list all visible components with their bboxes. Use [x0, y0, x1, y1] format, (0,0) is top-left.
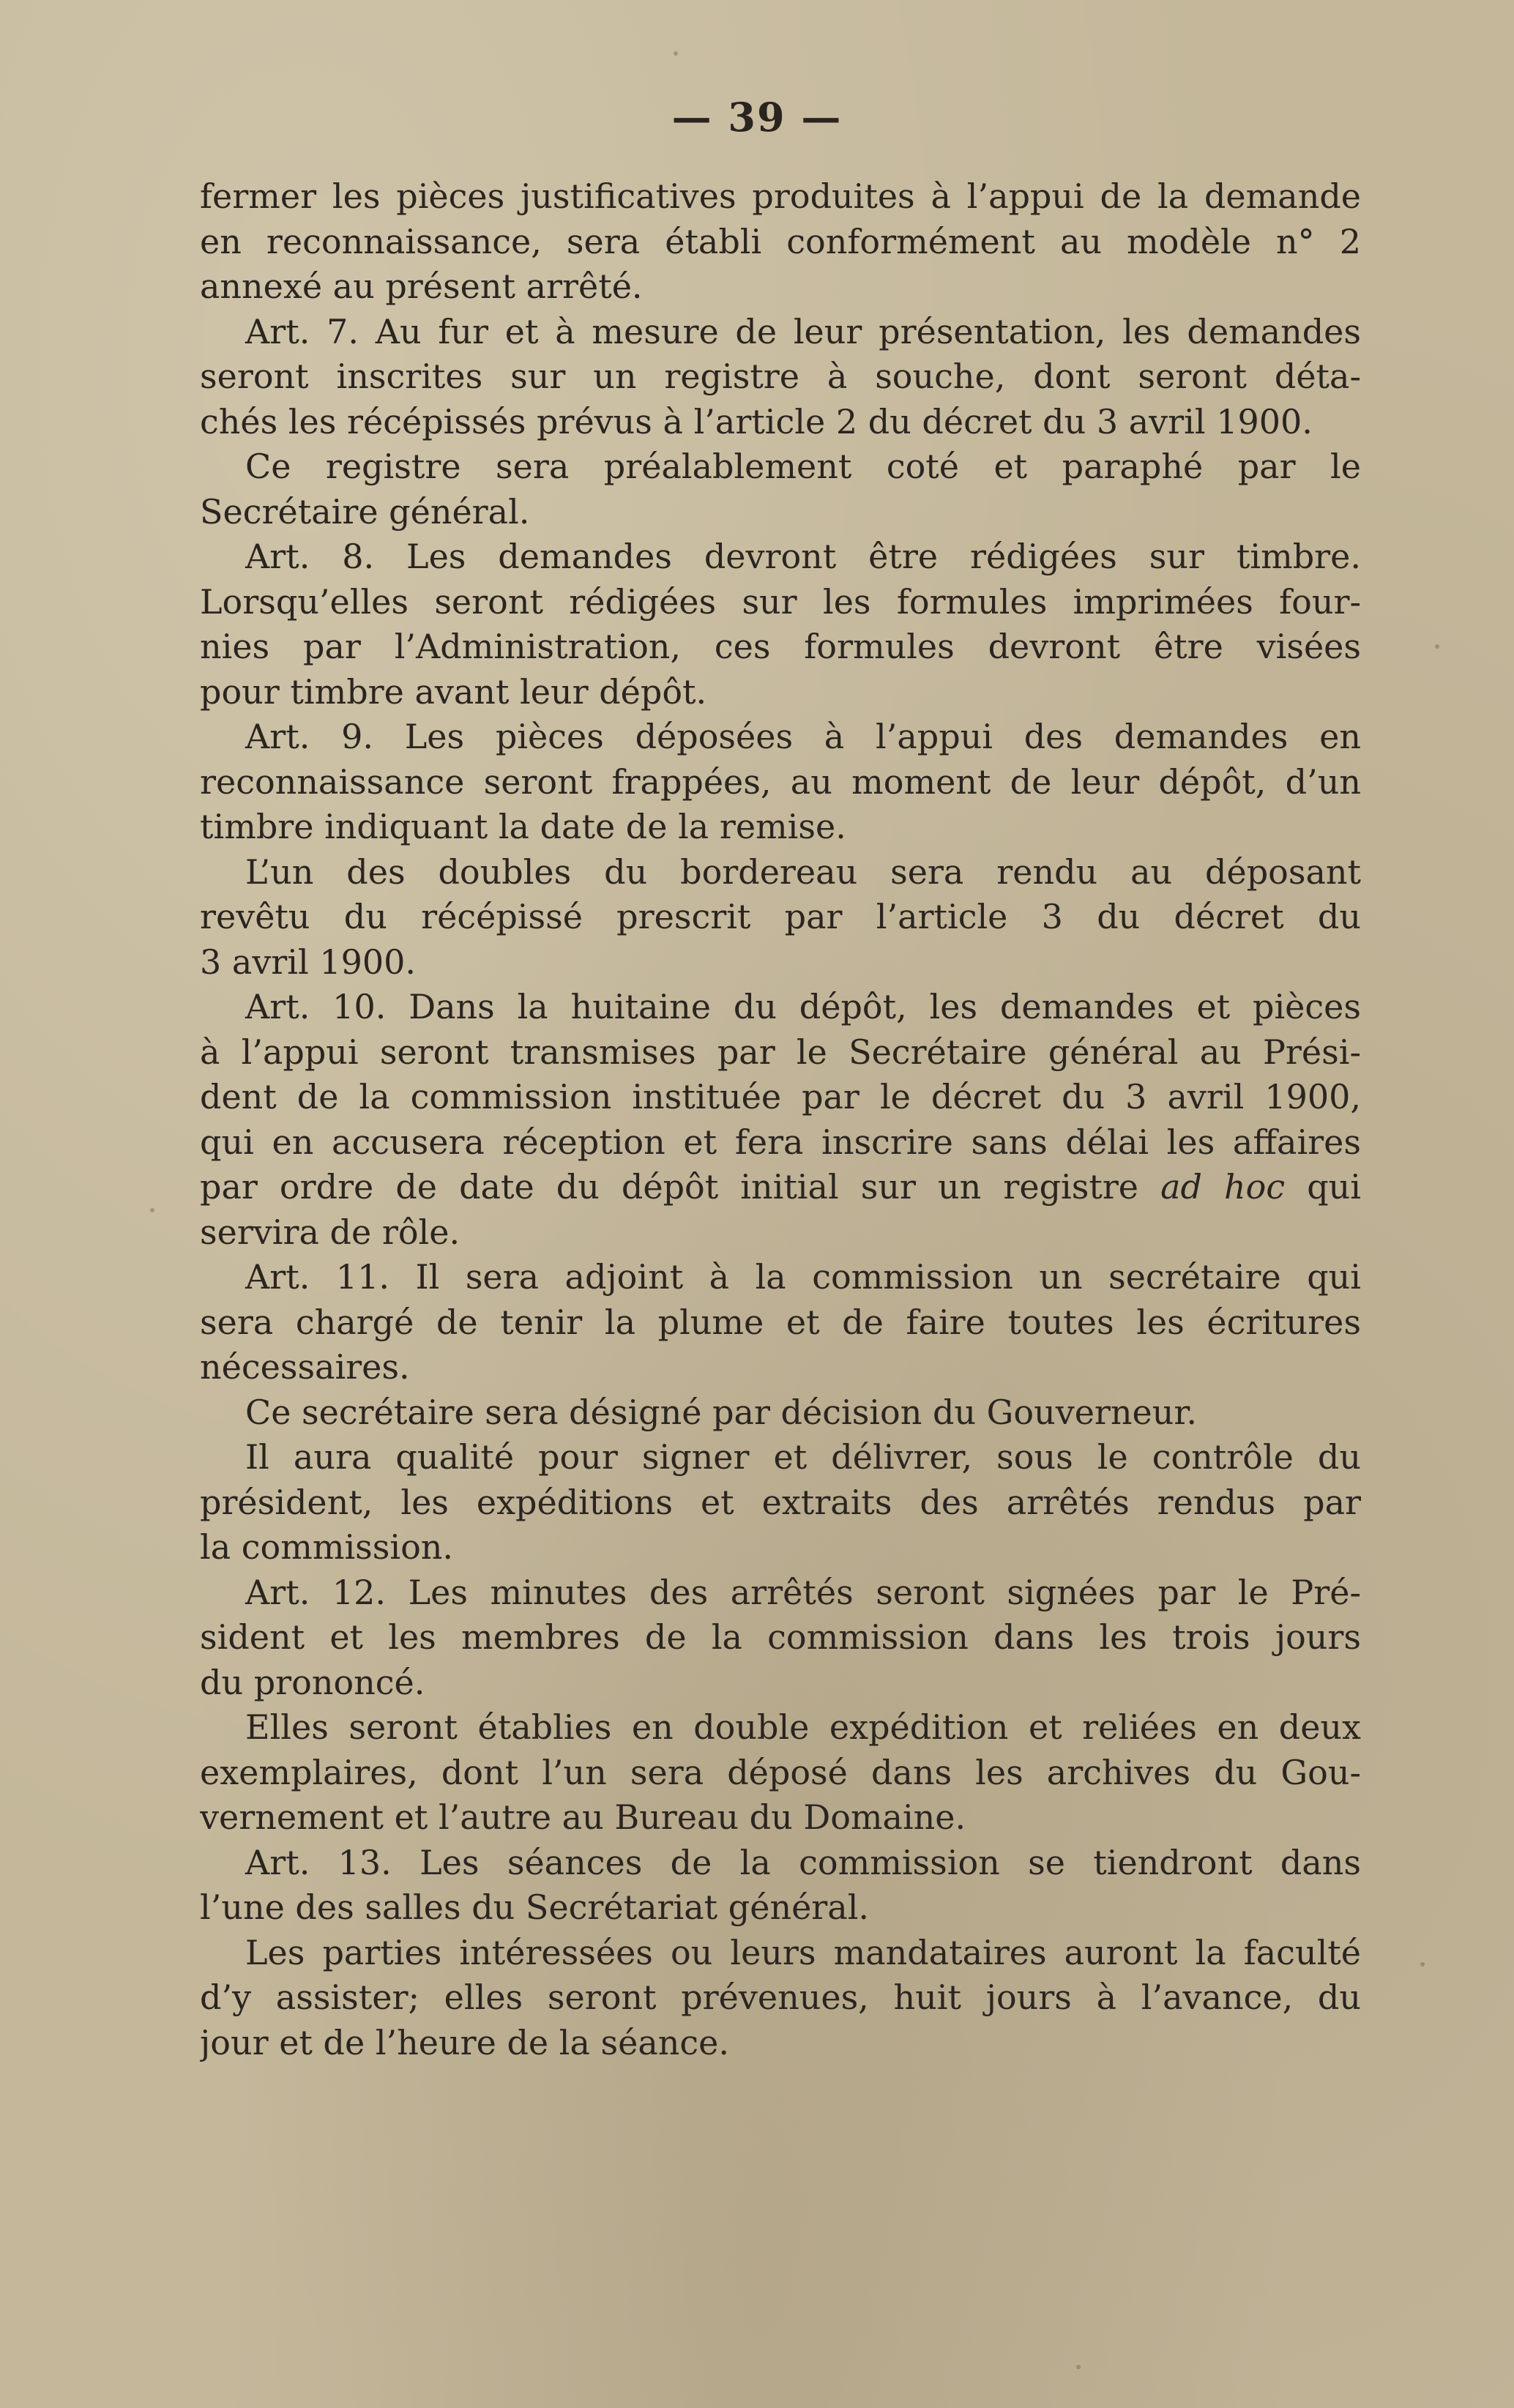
text-line: timbre indiquant la date de la remise. — [200, 807, 846, 846]
text-line: Ce registre sera préalablement coté et paraphé par le — [245, 447, 1361, 486]
paper-speck — [674, 51, 678, 56]
text-line: Elles seront établies en double expédition et reliées en deux — [245, 1707, 1361, 1747]
text-line: Art. 13. Les séances de la commission se tiendront dans — [245, 1842, 1361, 1882]
paper-speck — [1435, 644, 1439, 649]
text-line: chés les récépissés prévus à l’article 2 du décret du 3 avril 1900. — [200, 401, 1313, 441]
paper-speck — [150, 1208, 154, 1212]
text-line: président, les expéditions et extraits des arrêtés rendus par — [200, 1482, 1361, 1522]
text-line: nécessaires. — [200, 1347, 410, 1387]
text-line: 3 avril 1900. — [200, 942, 417, 982]
text-line: Art. 9. Les pièces déposées à l’appui des demandes en — [245, 717, 1361, 756]
text-line: annexé au présent arrêté. — [200, 266, 643, 306]
text-line: Art. 11. Il sera adjoint à la commission un secrétaire qui — [245, 1257, 1361, 1297]
text-line: nies par l’Administration, ces formules devront être visées — [200, 627, 1361, 666]
text-line: à l’appui seront transmises par le Secrétaire général au Prési- — [200, 1032, 1361, 1072]
text-line: sident et les membres de la commission dans les trois jours — [200, 1617, 1361, 1657]
text-line: l’une des salles du Secrétariat général. — [200, 1887, 870, 1927]
body-text — [200, 174, 1361, 2065]
text-line: Art. 10. Dans la huitaine du dépôt, les demandes et pièces — [245, 987, 1361, 1026]
paper-speck — [1420, 1962, 1425, 1967]
text-line: servira de rôle. — [200, 1212, 460, 1252]
text-line: Les parties intéressées ou leurs mandataires auront la faculté — [245, 1932, 1361, 1972]
text-line: jour et de l’heure de la séance. — [200, 2022, 729, 2062]
text-line: du prononcé. — [200, 1662, 425, 1702]
text-line: la commission. — [200, 1527, 454, 1567]
text-line: Ce secrétaire sera désigné par décision du Gouverneur. — [245, 1392, 1197, 1432]
text-line: Il aura qualité pour signer et délivrer, sous le contrôle du — [245, 1437, 1361, 1477]
text-line: pour timbre avant leur dépôt. — [200, 671, 707, 712]
text-line: seront inscrites sur un registre à souche, dont seront déta- — [200, 357, 1361, 396]
text-line: Lorsqu’elles seront rédigées sur les formules imprimées four- — [200, 581, 1361, 622]
text-line: vernement et l’autre au Bureau du Domaine. — [200, 1797, 966, 1837]
text-line: fermer les pièces justificatives produites à l’appui de la demande — [200, 176, 1361, 216]
text-line: L’un des doubles du bordereau sera rendu au déposant — [245, 851, 1361, 892]
text-line: reconnaissance seront frappées, au moment de leur dépôt, d’un — [200, 761, 1361, 802]
text-line: Art. 7. Au fur et à mesure de leur présentation, les demandes — [245, 311, 1361, 351]
text-line: dent de la commission instituée par le décret du 3 avril 1900, — [200, 1077, 1361, 1117]
paper-speck — [1076, 2365, 1081, 2369]
text-line: par ordre de date du dépôt initial sur un registre ad hoc qui — [200, 1167, 1361, 1207]
text-line: qui en accusera réception et fera inscrire sans délai les affaires — [200, 1122, 1361, 1162]
text-line: Art. 8. Les demandes devront être rédigées sur timbre. — [245, 537, 1361, 576]
text-line: sera chargé de tenir la plume et de faire toutes les écritures — [200, 1302, 1361, 1342]
text-line: exemplaires, dont l’un sera déposé dans les archives du Gou- — [200, 1752, 1361, 1792]
text-line: Art. 12. Les minutes des arrêtés seront signées par le Pré- — [245, 1572, 1361, 1612]
text-line: revêtu du récépissé prescrit par l’article 3 du décret du — [200, 897, 1361, 936]
text-line: d’y assister; elles seront prévenues, huit jours à l’avance, du — [200, 1978, 1361, 2017]
page-number: — 39 — — [671, 94, 843, 141]
italic-phrase: ad hoc — [1160, 1167, 1286, 1207]
text-line: en reconnaissance, sera établi conformément au modèle n° 2 — [200, 221, 1361, 261]
text-line: Secrétaire général. — [200, 491, 530, 532]
